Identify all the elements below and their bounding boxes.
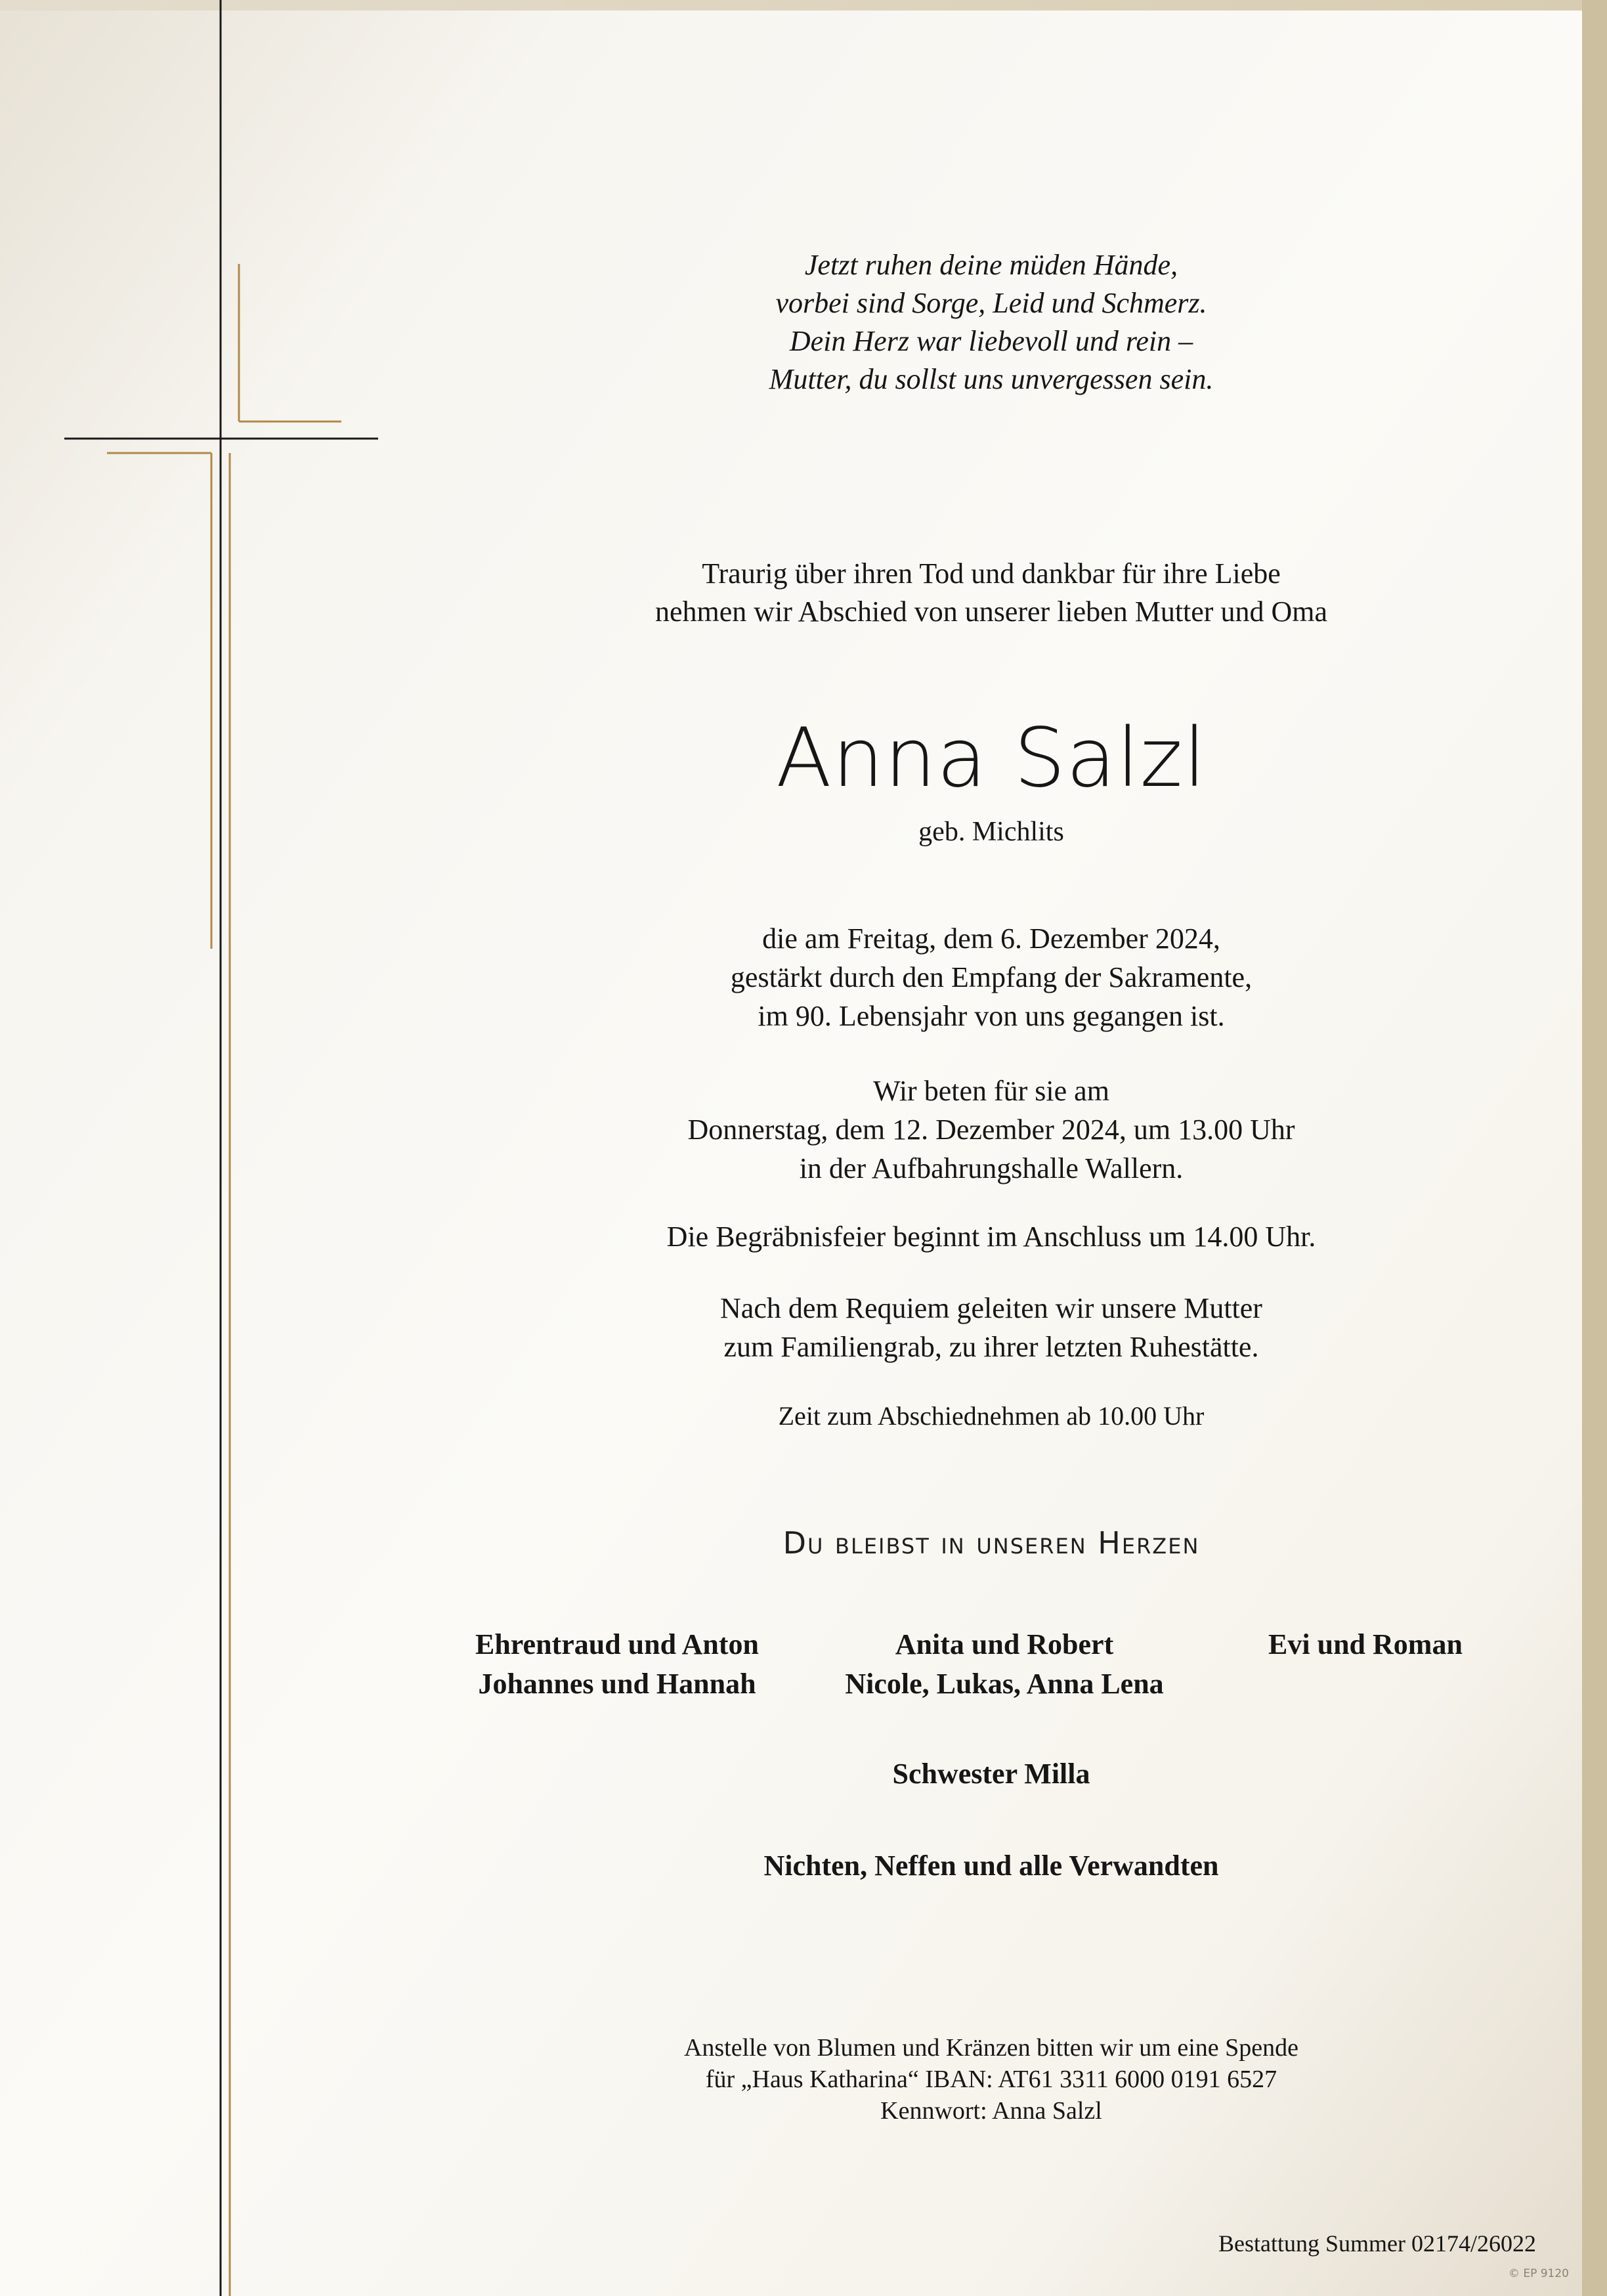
intro-line: Traurig über ihren Tod und dankbar für ihre Liebe	[702, 557, 1281, 590]
mourner-line: Nicole, Lukas, Anna Lena	[845, 1668, 1164, 1700]
prayer-notice	[578, 1072, 1405, 1188]
donation-line: für „Haus Katharina“ IBAN: AT61 3311 6000 0191 6527	[705, 2066, 1277, 2093]
poem-line: Mutter, du sollst uns unvergessen sein.	[769, 363, 1214, 395]
viewing-time: Zeit zum Abschiednehmen ab 10.00 Uhr	[778, 1401, 1205, 1431]
mourner-line: Evi und Roman	[1268, 1628, 1463, 1660]
mourner-sister: Schwester Milla	[892, 1758, 1090, 1790]
prayer-line: in der Aufbahrungshalle Wallern.	[799, 1152, 1184, 1184]
death-line: gestärkt durch den Empfang der Sakramente,	[730, 961, 1253, 993]
poem-line: Dein Herz war liebevoll und rein –	[789, 325, 1193, 357]
mourner-line: Anita und Robert	[895, 1628, 1114, 1660]
death-line: die am Freitag, dem 6. Dezember 2024,	[762, 922, 1220, 955]
requiem-line: zum Familiengrab, zu ihrer letzten Ruhestätte.	[723, 1331, 1259, 1363]
mourners-middle	[814, 1625, 1195, 1704]
death-notice	[578, 919, 1405, 1035]
born-name: geb. Michlits	[918, 817, 1064, 847]
motto-heading: Du bleibst in unseren Herzen	[782, 1525, 1200, 1561]
donation-line: Kennwort: Anna Salzl	[880, 2097, 1102, 2125]
mourner-line: Johannes und Hannah	[478, 1668, 756, 1700]
death-line: im 90. Lebensjahr von uns gegangen ist.	[758, 1000, 1225, 1032]
mourners-right	[1221, 1625, 1510, 1664]
deceased-name: Anna Salzl	[775, 711, 1207, 806]
prayer-line: Wir beten für sie am	[873, 1075, 1109, 1107]
mourners-left	[433, 1625, 801, 1704]
poem-verse	[578, 246, 1405, 399]
print-code: © EP 9120	[1508, 2267, 1569, 2280]
intro-line: nehmen wir Abschied von unserer lieben Mutter und Oma	[655, 596, 1327, 628]
page-edge-border	[1582, 0, 1607, 2296]
donation-request	[578, 2032, 1405, 2127]
undertaker-contact: Bestattung Summer 02174/26022	[1218, 2230, 1536, 2257]
donation-line: Anstelle von Blumen und Kränzen bitten wir um eine Spende	[683, 2034, 1299, 2062]
requiem-line: Nach dem Requiem geleiten wir unsere Mutter	[720, 1292, 1262, 1324]
prayer-line: Donnerstag, dem 12. Dezember 2024, um 13.00 Uhr	[687, 1114, 1295, 1146]
mourner-line: Ehrentraud und Anton	[475, 1628, 760, 1660]
mourner-relatives: Nichten, Neffen und alle Verwandten	[763, 1850, 1219, 1882]
poem-line: Jetzt ruhen deine müden Hände,	[804, 249, 1178, 281]
funeral-notice: Die Begräbnisfeier beginnt im Anschluss um 14.00 Uhr.	[666, 1221, 1316, 1253]
poem-line: vorbei sind Sorge, Leid und Schmerz.	[775, 287, 1207, 319]
intro-text	[578, 555, 1405, 631]
requiem-notice	[578, 1289, 1405, 1366]
